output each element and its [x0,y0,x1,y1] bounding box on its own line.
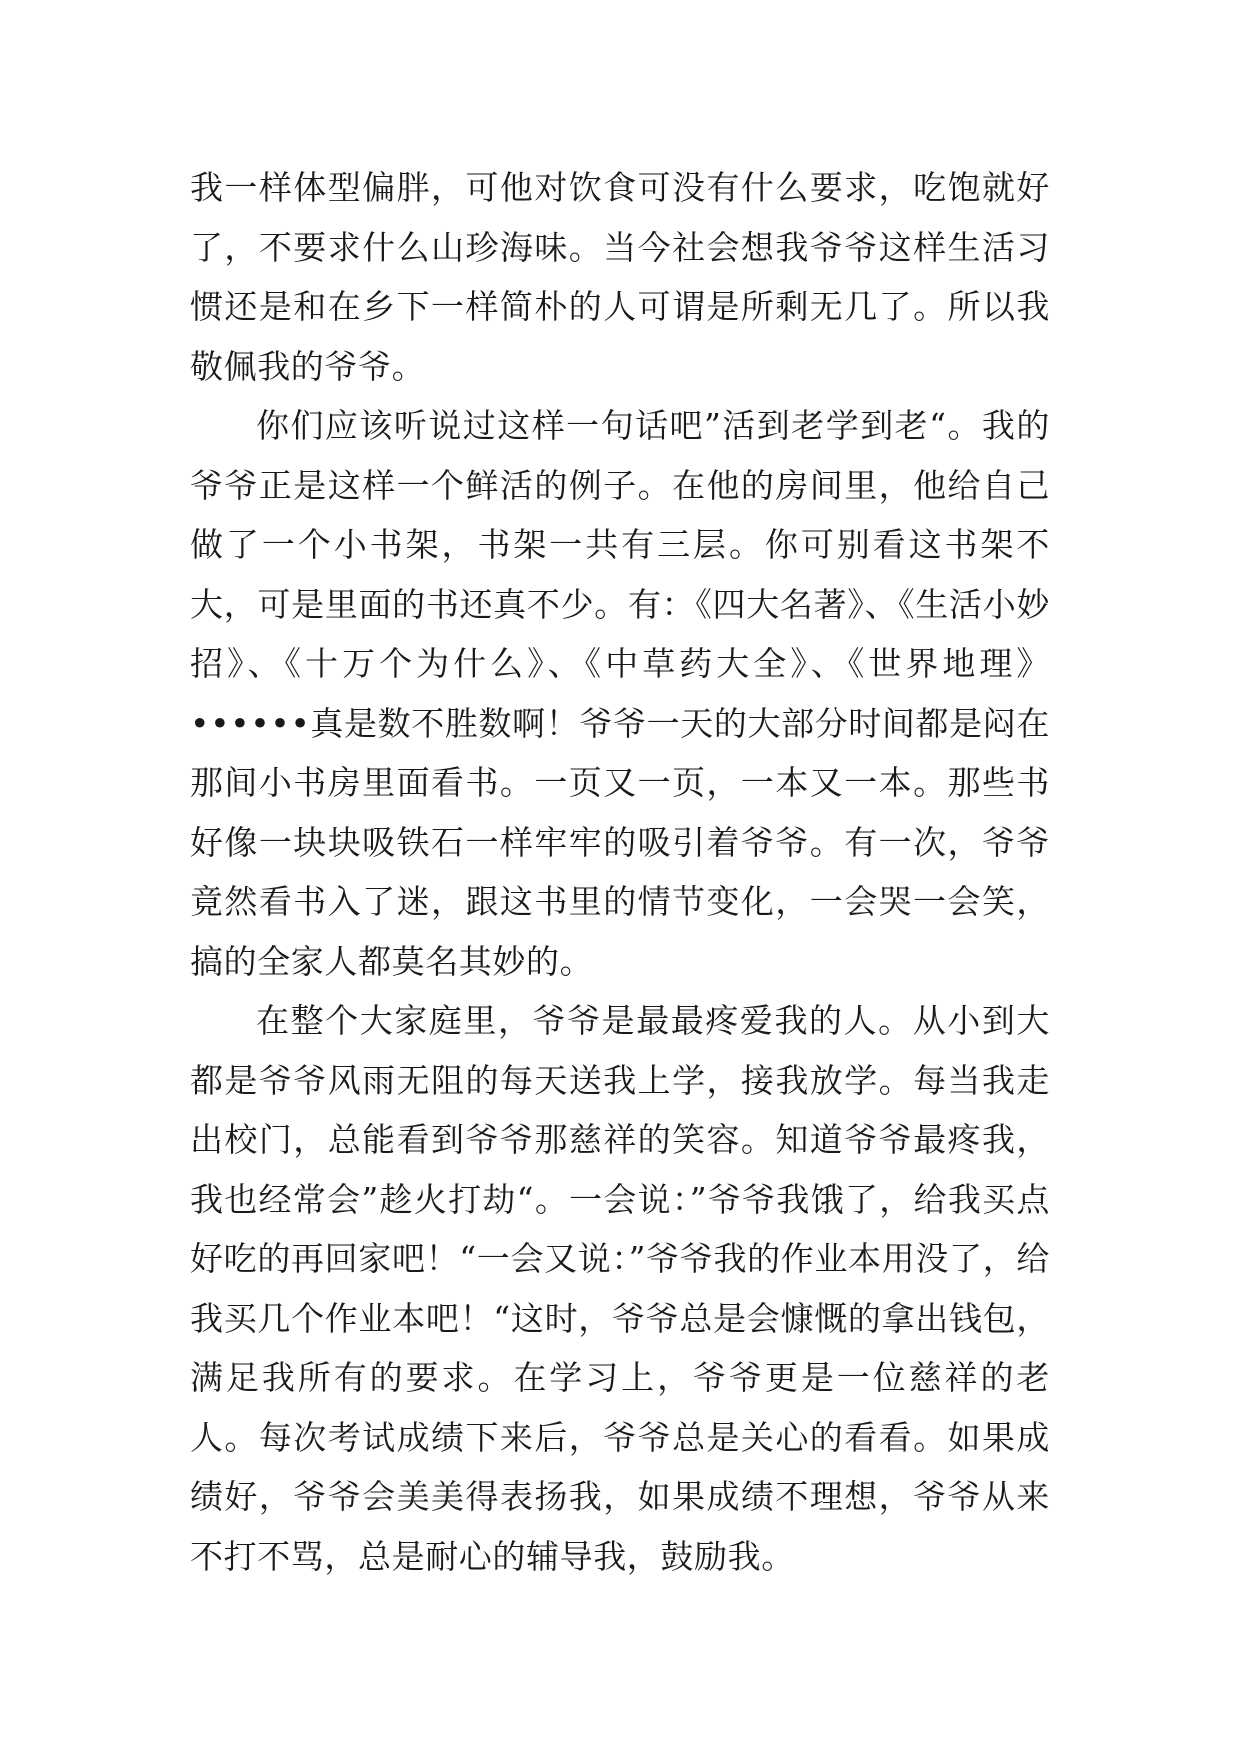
paragraph-1: 我一样体型偏胖，可他对饮食可没有什么要求，吃饱就好了，不要求什么山珍海味。当今社会想我爷爷这样生活习惯还是和在乡下一样简朴的人可谓是所剩无几了。所以我敬佩我的爷爷。 [190,168,1050,386]
paragraph-3: 在整个大家庭里，爷爷是最最疼爱我的人。从小到大都是爷爷风雨无阻的每天送我上学，接我放学。每当我走出校门，总能看到爷爷那慈祥的笑容。知道爷爷最疼我，我也经常会”趁火打劫“。一会说：”爷爷我饿了，给我买点好吃的再回家吧！“一会又说：”爷爷我的作业本用没了，给我买几个作业本吧！“这时，爷爷总是会慷慨的拿出钱包，满足我所有的要求。在学习上，爷爷更是一位慈祥的老人。每次考试成绩下来后，爷爷总是关心的看看。如果成绩好，爷爷会美美得表扬我，如果成绩不理想，爷爷从来不打不骂，总是耐心的辅导我，鼓励我。 [190,1001,1050,1576]
document-body [190,158,1050,1586]
paragraph-2: 你们应该听说过这样一句话吧”活到老学到老“。我的爷爷正是这样一个鲜活的例子。在他的房间里，他给自己做了一个小书架，书架一共有三层。你可别看这书架不大，可是里面的书还真不少。有：《四大名著》、《生活小妙招》、《十万个为什么》、《中草药大全》、《世界地理》••••••真是数不胜数啊！爷爷一天的大部分时间都是闷在那间小书房里面看书。一页又一页，一本又一本。那些书好像一块块吸铁石一样牢牢的吸引着爷爷。有一次，爷爷竟然看书入了迷，跟这书里的情节变化，一会哭一会笑，搞的全家人都莫名其妙的。 [190,406,1050,981]
